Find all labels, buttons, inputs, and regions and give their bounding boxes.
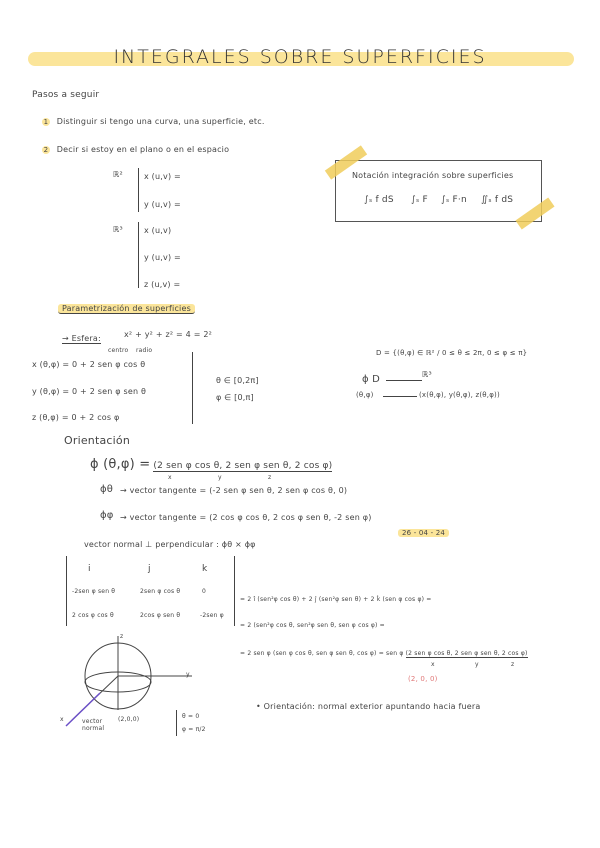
step-number: 2 [43, 146, 49, 154]
matrix-left-bar [66, 556, 67, 626]
diagram-point-label: (2,0,0) [118, 716, 140, 723]
sphere-brace [192, 352, 193, 424]
date-text: 26 - 04 - 24 [398, 529, 449, 537]
map-arrow-2 [383, 396, 417, 397]
phi-def [90, 457, 332, 472]
diagram-y-label: y [186, 671, 190, 678]
notation-heading: Notación integración sobre superficies [352, 171, 514, 180]
result-line-3-left: = 2 sen φ (sen φ cos θ, sen φ sen θ, cos φ) = sen φ [240, 650, 404, 657]
theta-range: θ ∈ [0,2π] [216, 376, 259, 385]
diagram-theta: θ = 0 [182, 713, 200, 720]
phi-theta-label: ϕθ [100, 484, 114, 495]
result-line-3 [240, 650, 528, 657]
map-arrow [386, 380, 422, 381]
notation-form-3: ∫ₛ F·n [441, 195, 467, 205]
phi-label-z: z [268, 474, 272, 481]
result-part-z: , 2 cos φ) [497, 650, 528, 657]
r3-target: ℝ³ [422, 370, 432, 379]
result-part-y: , 2 sen φ sen θ [450, 650, 498, 657]
result-label-z: z [511, 661, 515, 668]
sphere-equation: x² + y² + z² = 4 = 2² [124, 330, 213, 339]
notation-form-2: ∫ₛ F [411, 195, 428, 205]
result-label-y: y [475, 661, 479, 668]
page-title: INTEGRALES SOBRE SUPERFICIES [113, 46, 487, 68]
diagram-vector-label: vector normal [82, 718, 105, 732]
phi-label-y: y [218, 474, 222, 481]
diagram-z-label: z [120, 633, 124, 640]
date [398, 529, 449, 537]
diagram-x-label: x [60, 716, 64, 723]
tape-bottom-right [515, 198, 554, 230]
result-part-x: (2 sen φ cos θ [405, 650, 451, 657]
r3-y: y (u,v) = [144, 253, 181, 262]
notation-box [335, 160, 542, 222]
steps-heading: Pasos a seguir [32, 90, 100, 100]
step-text: Distinguir si tengo una curva, una superficie, etc. [56, 117, 265, 126]
sphere-z-eq: z (θ,φ) = 0 + 2 cos φ [32, 413, 120, 422]
sphere-label-text: → Esfera: [62, 334, 101, 343]
matrix-r2c1: 2 cos φ cos θ [72, 612, 114, 619]
phi-phi-text: → vector tangente = (2 cos φ cos θ, 2 cos φ sen θ, -2 sen φ) [120, 513, 372, 522]
phi-comp-z: , 2 cos φ) [288, 461, 333, 471]
matrix-right-bar [234, 556, 235, 626]
phi-comp-x: (2 sen φ cos θ [153, 461, 220, 471]
param-heading [58, 304, 195, 313]
r3-x: x (u,v) [144, 226, 172, 235]
r2-label: ℝ² [113, 170, 123, 179]
r2-y: y (u,v) = [144, 200, 181, 209]
notation-form-4: ∬ₛ f dS [481, 195, 514, 205]
phi-label-x: x [168, 474, 172, 481]
centro-label: centro [108, 347, 129, 354]
r2-x: x (u,v) = [144, 172, 181, 181]
diagram-brace [176, 710, 177, 736]
r3-label: ℝ³ [113, 225, 123, 234]
matrix-r1c1: -2sen φ sen θ [72, 588, 116, 595]
result-point: (2, 0, 0) [408, 675, 438, 683]
radio-label: radio [136, 347, 153, 354]
param-heading-text: Parametrización de superficies [58, 304, 195, 314]
r3-z: z (u,v) = [144, 280, 181, 289]
step-1 [42, 117, 265, 126]
domain-definition: D = {(θ,φ) ∈ ℝ² / 0 ≤ θ ≤ 2π, 0 ≤ φ ≤ π} [376, 349, 528, 357]
sphere-label [62, 334, 101, 343]
step-text: Decir si estoy en el plano o en el espacio [56, 145, 230, 154]
diagram-phi: φ = π/2 [182, 726, 206, 733]
phi-theta-text: → vector tangente = (-2 sen φ sen θ, 2 sen φ cos θ, 0) [120, 486, 348, 495]
matrix-r2c3: -2sen φ [200, 612, 224, 619]
sphere-diagram [56, 630, 206, 740]
phi-comp-y: , 2 sen φ sen θ [219, 461, 289, 471]
notation-form-1: ∫ₛ f dS [364, 195, 394, 205]
phi-phi-label: ϕφ [100, 510, 114, 521]
matrix-header-i: i [88, 564, 91, 574]
phi-map: ϕ D [362, 374, 381, 385]
matrix-header-j: j [148, 564, 151, 574]
orientation-note: • Orientación: normal exterior apuntando hacia fuera [256, 702, 481, 711]
sphere-x-eq: x (θ,φ) = 0 + 2 sen φ cos θ [32, 360, 146, 369]
result-line-2: = 2 (sen²φ cos θ, sen²φ sen θ, sen φ cos φ) = [240, 622, 385, 629]
map-from: (θ,φ) [356, 391, 374, 399]
result-label-x: x [431, 661, 435, 668]
r2-brace [138, 168, 139, 212]
step-2 [42, 145, 229, 154]
step-number: 1 [43, 118, 49, 126]
normal-text: vector normal ⊥ perpendicular : ϕθ × ϕφ [84, 540, 256, 549]
r3-brace [138, 222, 139, 288]
map-to: (x(θ,φ), y(θ,φ), z(θ,φ)) [419, 391, 500, 399]
phi-range: φ ∈ [0,π] [216, 393, 254, 402]
phi-def-lhs: ϕ (θ,φ) = [90, 457, 151, 472]
orientacion-heading: Orientación [64, 434, 131, 447]
matrix-header-k: k [202, 564, 208, 574]
matrix-r1c2: 2sen φ cos θ [140, 588, 181, 595]
matrix-r1c3: 0 [202, 588, 207, 595]
result-line-1: = 2 î (sen²φ cos θ) + 2 ĵ (sen²φ sen θ) + 2 k̂ (sen φ cos φ) = [240, 596, 432, 603]
sphere-y-eq: y (θ,φ) = 0 + 2 sen φ sen θ [32, 387, 147, 396]
matrix-r2c2: 2cos φ sen θ [140, 612, 181, 619]
